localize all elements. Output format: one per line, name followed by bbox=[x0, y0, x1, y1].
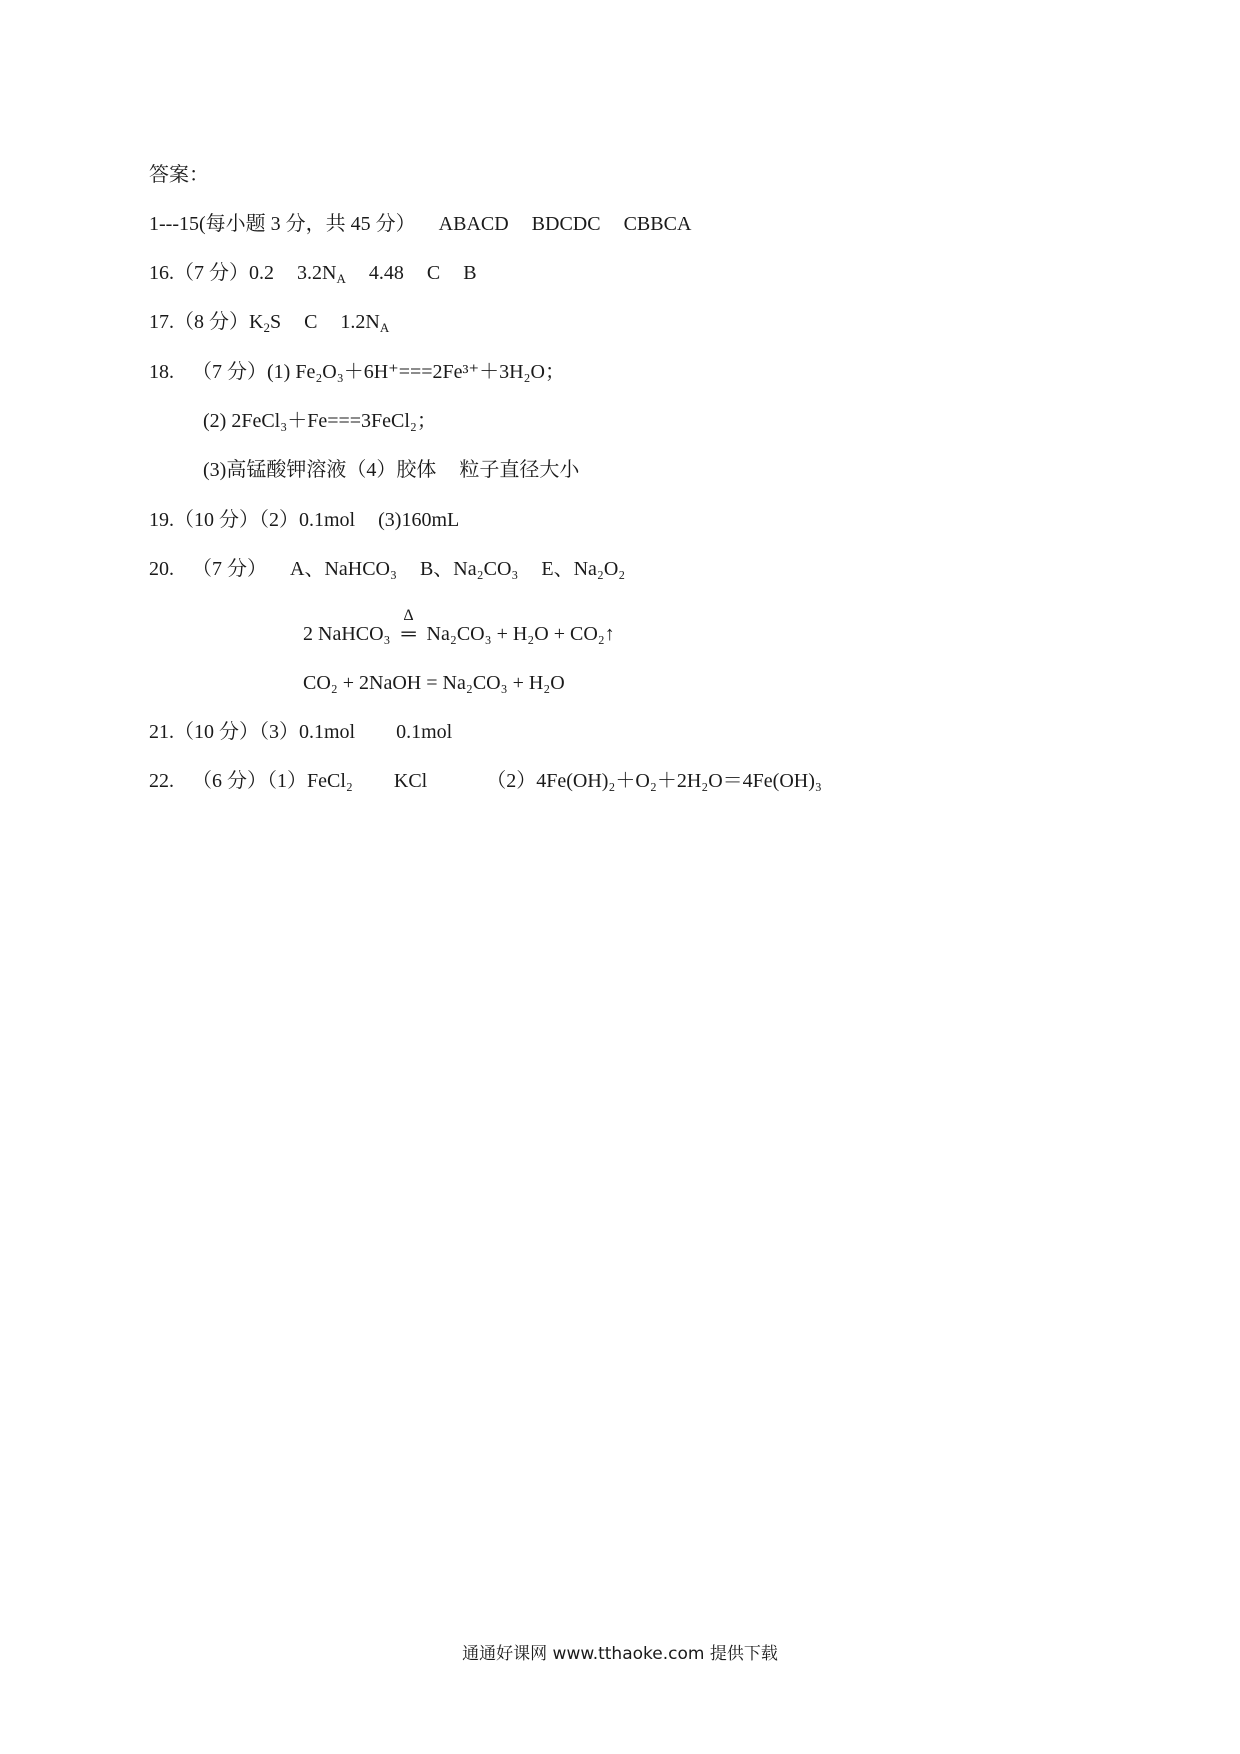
answer-value: 0.1mol bbox=[396, 721, 453, 743]
answer-text: 粒子直径大小 bbox=[459, 459, 580, 481]
answer-value: （2）4Fe(OH)₂＋O₂＋2H₂O＝4Fe(OH)₃ bbox=[486, 770, 822, 792]
question-number: 21. bbox=[149, 721, 174, 743]
score-note: （10 分） bbox=[174, 509, 259, 531]
answer-q21 bbox=[149, 720, 452, 744]
question-number: 17. bbox=[149, 311, 174, 333]
answer-value: C bbox=[304, 311, 318, 333]
answer-q19 bbox=[149, 508, 459, 532]
answer-value: KCl bbox=[393, 770, 428, 792]
score-note: （8 分） bbox=[174, 311, 249, 333]
answer-q18-part3 bbox=[203, 458, 579, 482]
equation-1: Fe₂O₃＋6H⁺===2Fe³⁺＋3H₂O； bbox=[295, 361, 565, 383]
answer-value: 3.2N bbox=[297, 262, 337, 284]
answer-q20 bbox=[149, 557, 625, 581]
answer-group-3: CBBCA bbox=[623, 213, 692, 235]
equation-2: 2FeCl₃＋Fe===3FeCl₂； bbox=[231, 410, 437, 432]
part-label: (1) bbox=[267, 361, 291, 383]
subscript: A bbox=[379, 320, 390, 335]
score-note: （7 分） bbox=[192, 361, 267, 383]
answer-q16 bbox=[149, 261, 477, 285]
part-label: (2) bbox=[203, 410, 227, 432]
answer-q18 bbox=[149, 360, 565, 384]
score-note: (每小题 3 分，共 45 分） bbox=[198, 213, 416, 235]
answer-value: B bbox=[463, 262, 477, 284]
question-number: 22. bbox=[149, 770, 174, 792]
answer-q22 bbox=[149, 769, 822, 793]
question-number: 18. bbox=[149, 361, 174, 383]
score-note: （7 分） bbox=[174, 262, 249, 284]
answer-value: 0.2 bbox=[249, 262, 274, 284]
question-number: 1---15 bbox=[149, 213, 199, 235]
equation-left: 2 NaHCO₃ bbox=[303, 623, 391, 645]
answer-value: （3）0.1mol bbox=[259, 721, 356, 743]
answer-value: （1）FeCl₂ bbox=[267, 770, 353, 792]
answer-value: K bbox=[249, 311, 264, 333]
answer-value: 1.2N bbox=[340, 311, 380, 333]
answer-value: C bbox=[426, 262, 441, 284]
answer-value: (3)160mL bbox=[378, 509, 460, 531]
answer-value: 4.48 bbox=[368, 262, 404, 284]
answer-text: (3)高锰酸钾溶液（4）胶体 bbox=[203, 459, 437, 481]
answer-value: E、Na₂O₂ bbox=[541, 558, 626, 580]
question-number: 20. bbox=[149, 558, 174, 580]
answer-q18-part2 bbox=[203, 409, 437, 433]
answer-value: （2）0.1mol bbox=[259, 509, 356, 531]
page-footer: 通通好课网 www.tthaoke.com 提供下载 bbox=[462, 1644, 778, 1664]
answer-value: S bbox=[269, 311, 282, 333]
question-number: 19. bbox=[149, 509, 174, 531]
answer-group-2: BDCDC bbox=[531, 213, 601, 235]
delta-symbol: Δ bbox=[403, 607, 414, 624]
answer-group-1: ABACD bbox=[438, 213, 509, 235]
equation-right: Na₂CO₃ + H₂O + CO₂↑ bbox=[426, 623, 615, 645]
answers-title: 答案： bbox=[149, 164, 209, 186]
heating-condition: Δ ═ bbox=[396, 622, 422, 646]
answer-value: B、Na₂CO₃ bbox=[419, 558, 519, 580]
score-note: （7 分） bbox=[192, 558, 267, 580]
answer-q20-equation-2: CO₂ + 2NaOH = Na₂CO₃ + H₂O bbox=[303, 672, 565, 694]
score-note: （10 分） bbox=[174, 721, 259, 743]
answer-value: A、NaHCO₃ bbox=[290, 558, 397, 580]
answer-q20-equation-1 bbox=[303, 607, 615, 646]
subscript: A bbox=[336, 271, 346, 286]
answer-q17 bbox=[149, 310, 389, 334]
subscript: 2 bbox=[263, 320, 270, 335]
answer-q1-15 bbox=[149, 212, 691, 236]
question-number: 16. bbox=[149, 262, 174, 284]
score-note: （6 分） bbox=[192, 770, 267, 792]
